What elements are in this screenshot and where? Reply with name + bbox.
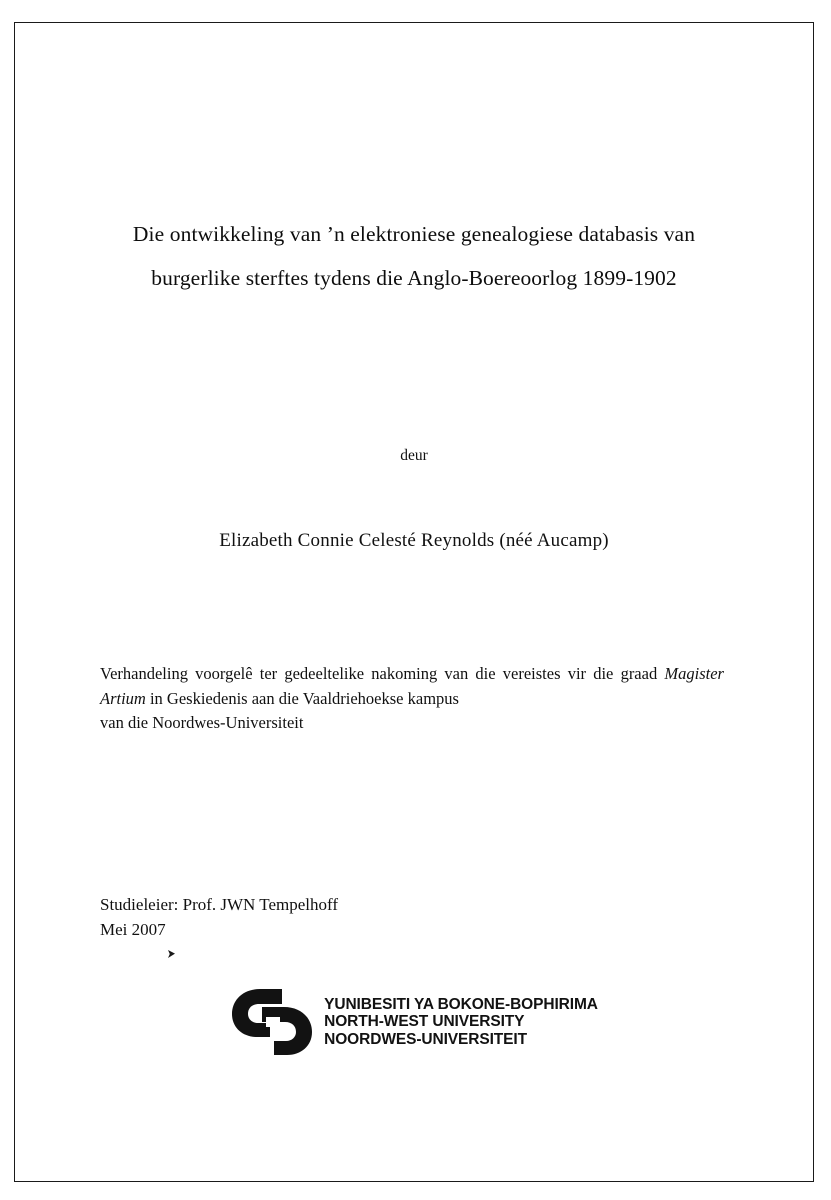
degree-name: Magister Artium [100, 664, 724, 708]
logo-line-2: NORTH-WEST UNIVERSITY [324, 1013, 525, 1031]
statement-line-3: van die Noordwes-Universiteit [100, 713, 304, 732]
university-logo [96, 987, 732, 1057]
nwu-logo-mark-icon [230, 987, 314, 1057]
title-line-2: burgerlike sterftes tydens die Anglo-Boereoorlog 1899-1902 [151, 266, 677, 290]
logo-line-1: YUNIBESITI YA BOKONE-BOPHIRIMA [324, 995, 598, 1013]
page-content [96, 22, 732, 1182]
logo-line-3: NOORDWES-UNIVERSITEIT [324, 1030, 527, 1048]
byline-label: deur [400, 447, 428, 464]
scan-artifact [168, 950, 175, 958]
submission-date: Mei 2007 [100, 920, 166, 939]
author-name: Elizabeth Connie Celesté Reynolds (néé Aucamp) [219, 530, 609, 551]
statement-line-2-suffix: in Geskiedenis aan die Vaaldriehoekse kampus [145, 688, 459, 708]
degree-statement [100, 662, 724, 736]
supervisor-block [100, 892, 724, 942]
document-title [96, 212, 732, 300]
statement-line-2-prefix: graad [620, 664, 665, 683]
statement-line-1: Verhandeling voorgelê ter gedeeltelike nakoming van die vereistes vir die [100, 664, 614, 683]
title-line-1: Die ontwikkeling van ’n elektroniese genealogiese databasis van [132, 222, 696, 246]
logo-wordmark [324, 996, 598, 1049]
supervisor-name: Studieleier: Prof. JWN Tempelhoff [100, 895, 339, 914]
